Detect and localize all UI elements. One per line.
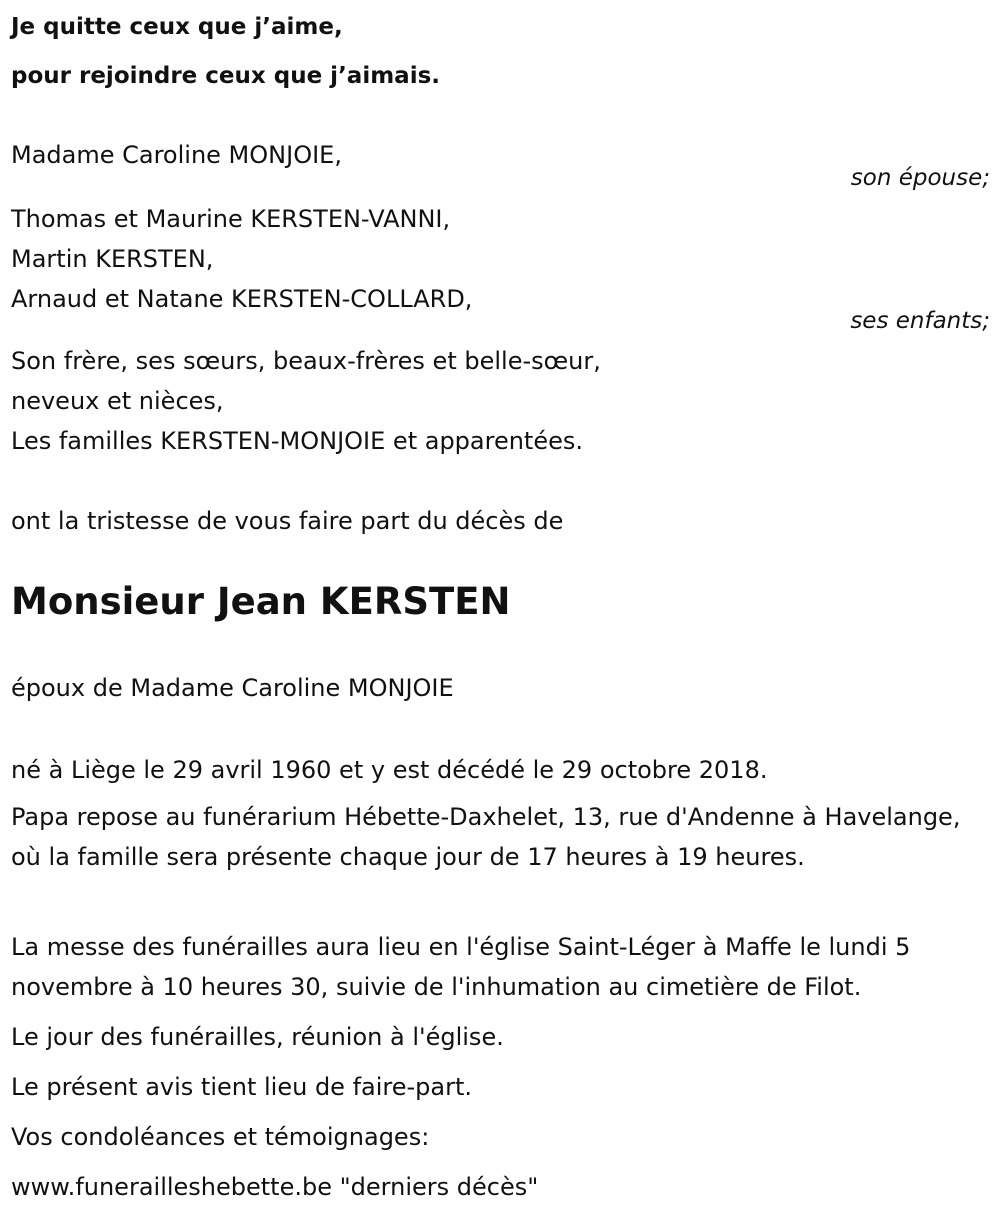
spouse-name: Madame Caroline MONJOIE, [11,141,342,169]
birth-death: né à Liège le 29 avril 1960 et y est décédé le 29 octobre 2018. [11,756,768,784]
condolences-label: Vos condoléances et témoignages: [11,1123,430,1151]
rest-place: Papa repose au funérarium Hébette-Daxhelet, 13, rue d'Andenne à Havelange, où la famille sera présente chaque jour de 17 heures à 19 heures. [11,803,961,871]
child-line-1: Thomas et Maurine KERSTEN-VANNI, [11,205,451,233]
website-link[interactable]: www.funerailleshebette.be "derniers décès" [11,1173,539,1201]
spouse-role: son épouse; [850,165,990,191]
child-line-3: Arnaud et Natane KERSTEN-COLLARD, [11,285,473,313]
relatives-line-1: Son frère, ses sœurs, beaux-frères et belle-sœur, [11,347,601,375]
epigraph-line-2: pour rejoindre ceux que j’aimais. [11,63,441,89]
child-line-2: Martin KERSTEN, [11,245,214,273]
notice-info: Le présent avis tient lieu de faire-part. [11,1073,473,1101]
children-role: ses enfants; [850,308,990,334]
spouse-of: époux de Madame Caroline MONJOIE [11,674,454,702]
announcement: ont la tristesse de vous faire part du décès de [11,507,564,535]
meeting-info: Le jour des funérailles, réunion à l'église. [11,1023,504,1051]
deceased-name: Monsieur Jean KERSTEN [11,580,511,623]
epigraph-line-1: Je quitte ceux que j’aime, [11,14,343,40]
mass-info: La messe des funérailles aura lieu en l'église Saint-Léger à Maffe le lundi 5 novembre à 10 heures 30, suivie de l'inhumation au cimetière de Filot. [11,933,911,1001]
relatives-line-3: Les familles KERSTEN-MONJOIE et apparentées. [11,427,584,455]
relatives-line-2: neveux et nièces, [11,387,224,415]
